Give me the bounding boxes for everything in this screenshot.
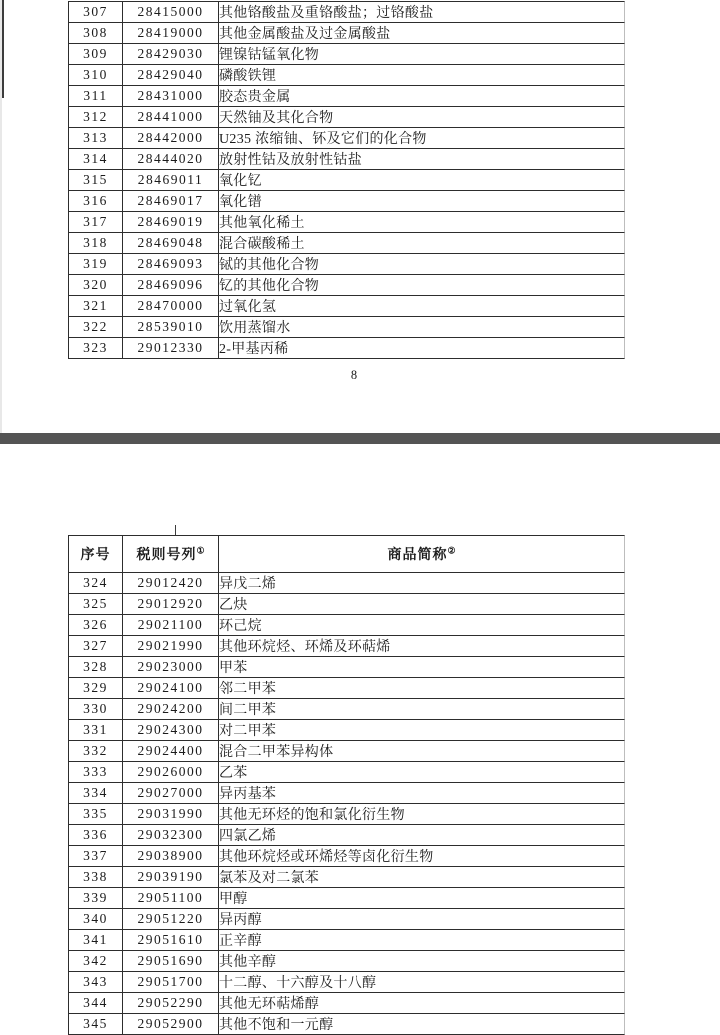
table-row bbox=[68, 993, 625, 1014]
tariff-code-cell: 28469011 bbox=[122, 170, 218, 191]
footnote-marker-1: ① bbox=[196, 545, 205, 556]
tariff-code-cell: 28442000 bbox=[122, 128, 218, 149]
serial-number-cell: 338 bbox=[68, 867, 122, 888]
tariff-code-cell: 29024300 bbox=[122, 720, 218, 741]
product-name-cell: 十二醇、十六醇及十八醇 bbox=[218, 972, 625, 993]
serial-number-cell: 344 bbox=[68, 993, 122, 1014]
table-row bbox=[68, 128, 625, 149]
table-row bbox=[68, 317, 625, 338]
table-row bbox=[68, 107, 625, 128]
tariff-code-cell: 29023000 bbox=[122, 657, 218, 678]
serial-number-cell: 314 bbox=[68, 149, 122, 170]
table-row bbox=[68, 275, 625, 296]
serial-number-cell: 322 bbox=[68, 317, 122, 338]
product-name-cell: 邻二甲苯 bbox=[218, 678, 625, 699]
tariff-code-cell: 28539010 bbox=[122, 317, 218, 338]
table-row bbox=[68, 254, 625, 275]
tariff-code-cell: 29051610 bbox=[122, 930, 218, 951]
header-column-tick bbox=[175, 525, 176, 535]
tariff-code-cell: 29012420 bbox=[122, 573, 218, 594]
header-product-name bbox=[218, 535, 625, 573]
product-name-cell: 环己烷 bbox=[218, 615, 625, 636]
tariff-code-cell: 29038900 bbox=[122, 846, 218, 867]
tariff-code-cell: 28469019 bbox=[122, 212, 218, 233]
tariff-code-cell: 28470000 bbox=[122, 296, 218, 317]
tariff-code-cell: 28469017 bbox=[122, 191, 218, 212]
tariff-code-cell: 29031990 bbox=[122, 804, 218, 825]
serial-number-cell: 336 bbox=[68, 825, 122, 846]
product-name-cell: 四氯乙烯 bbox=[218, 825, 625, 846]
tariff-code-cell: 29021990 bbox=[122, 636, 218, 657]
product-name-cell: 混合二甲苯异构体 bbox=[218, 741, 625, 762]
table-row bbox=[68, 951, 625, 972]
serial-number-cell: 310 bbox=[68, 65, 122, 86]
table-row bbox=[68, 191, 625, 212]
header-tariff-code bbox=[122, 535, 218, 573]
serial-number-cell: 309 bbox=[68, 44, 122, 65]
header-tariff-code-label: 税则号列 bbox=[136, 548, 197, 563]
product-name-cell: 其他辛醇 bbox=[218, 951, 625, 972]
tariff-code-cell: 29051220 bbox=[122, 909, 218, 930]
table-row bbox=[68, 170, 625, 191]
product-name-cell: 乙炔 bbox=[218, 594, 625, 615]
tariff-code-cell: 28419000 bbox=[122, 23, 218, 44]
table-row bbox=[68, 804, 625, 825]
table-row bbox=[68, 699, 625, 720]
table-row bbox=[68, 212, 625, 233]
product-name-cell: U235 浓缩铀、钚及它们的化合物 bbox=[218, 128, 625, 149]
serial-number-cell: 315 bbox=[68, 170, 122, 191]
table-row bbox=[68, 149, 625, 170]
product-name-cell: 磷酸铁锂 bbox=[218, 65, 625, 86]
table-row bbox=[68, 594, 625, 615]
tariff-code-cell: 29012330 bbox=[122, 338, 218, 359]
serial-number-cell: 330 bbox=[68, 699, 122, 720]
product-name-cell: 混合碳酸稀土 bbox=[218, 233, 625, 254]
tariff-code-cell: 28469096 bbox=[122, 275, 218, 296]
tariff-code-cell: 28469048 bbox=[122, 233, 218, 254]
serial-number-cell: 311 bbox=[68, 86, 122, 107]
tariff-code-cell: 29024200 bbox=[122, 699, 218, 720]
serial-number-cell: 316 bbox=[68, 191, 122, 212]
table-row bbox=[68, 909, 625, 930]
product-name-cell: 氧化钇 bbox=[218, 170, 625, 191]
serial-number-cell: 325 bbox=[68, 594, 122, 615]
table-row bbox=[68, 23, 625, 44]
product-name-cell: 胶态贵金属 bbox=[218, 86, 625, 107]
table-row bbox=[68, 338, 625, 359]
product-name-cell: 其他无环烃的饱和氯化衍生物 bbox=[218, 804, 625, 825]
document-page-9-top bbox=[0, 444, 720, 1033]
serial-number-cell: 339 bbox=[68, 888, 122, 909]
table-row bbox=[68, 846, 625, 867]
tariff-code-cell: 29051700 bbox=[122, 972, 218, 993]
table-row bbox=[68, 233, 625, 254]
tariff-code-cell: 28429040 bbox=[122, 65, 218, 86]
serial-number-cell: 308 bbox=[68, 23, 122, 44]
product-name-cell: 其他环烷烃或环烯烃等卤化衍生物 bbox=[218, 846, 625, 867]
page-number: 8 bbox=[350, 368, 358, 382]
product-name-cell: 其他铬酸盐及重铬酸盐；过铬酸盐 bbox=[218, 1, 625, 23]
page-break-separator bbox=[0, 433, 720, 444]
tariff-code-cell: 29039190 bbox=[122, 867, 218, 888]
product-name-cell: 甲苯 bbox=[218, 657, 625, 678]
tariff-code-cell: 29027000 bbox=[122, 783, 218, 804]
serial-number-cell: 324 bbox=[68, 573, 122, 594]
table-row bbox=[68, 867, 625, 888]
product-name-cell: 氧化镨 bbox=[218, 191, 625, 212]
table-header-row bbox=[68, 535, 625, 573]
serial-number-cell: 319 bbox=[68, 254, 122, 275]
serial-number-cell: 326 bbox=[68, 615, 122, 636]
product-name-cell: 过氧化氢 bbox=[218, 296, 625, 317]
header-product-name-label: 商品简称 bbox=[387, 548, 448, 563]
tariff-code-cell: 28444020 bbox=[122, 149, 218, 170]
serial-number-cell: 333 bbox=[68, 762, 122, 783]
footnote-marker-2: ② bbox=[447, 545, 456, 556]
product-name-cell: 间二甲苯 bbox=[218, 699, 625, 720]
serial-number-cell: 343 bbox=[68, 972, 122, 993]
table-row bbox=[68, 86, 625, 107]
table-row bbox=[68, 930, 625, 951]
table-row bbox=[68, 1, 625, 23]
tariff-code-cell: 28431000 bbox=[122, 86, 218, 107]
table-row bbox=[68, 783, 625, 804]
product-name-cell: 正辛醇 bbox=[218, 930, 625, 951]
table-row bbox=[68, 972, 625, 993]
tariff-table-page-8 bbox=[68, 1, 625, 359]
tariff-code-cell: 29051690 bbox=[122, 951, 218, 972]
tariff-code-cell: 29051100 bbox=[122, 888, 218, 909]
product-name-cell: 对二甲苯 bbox=[218, 720, 625, 741]
table-row bbox=[68, 678, 625, 699]
product-name-cell: 钇的其他化合物 bbox=[218, 275, 625, 296]
tariff-code-cell: 29026000 bbox=[122, 762, 218, 783]
table-row bbox=[68, 1014, 625, 1035]
tariff-code-cell: 28469093 bbox=[122, 254, 218, 275]
tariff-table-page-9 bbox=[68, 535, 625, 1035]
serial-number-cell: 329 bbox=[68, 678, 122, 699]
product-name-cell: 铽的其他化合物 bbox=[218, 254, 625, 275]
product-name-cell: 异戊二烯 bbox=[218, 573, 625, 594]
serial-number-cell: 340 bbox=[68, 909, 122, 930]
table-row bbox=[68, 296, 625, 317]
product-name-cell: 饮用蒸馏水 bbox=[218, 317, 625, 338]
serial-number-cell: 317 bbox=[68, 212, 122, 233]
serial-number-cell: 331 bbox=[68, 720, 122, 741]
table-row bbox=[68, 741, 625, 762]
product-name-cell: 甲醇 bbox=[218, 888, 625, 909]
table-row bbox=[68, 573, 625, 594]
product-name-cell: 其他氧化稀土 bbox=[218, 212, 625, 233]
table-row bbox=[68, 615, 625, 636]
tariff-code-cell: 29021100 bbox=[122, 615, 218, 636]
product-name-cell: 氯苯及对二氯苯 bbox=[218, 867, 625, 888]
header-serial-number: 序号 bbox=[68, 535, 122, 573]
serial-number-cell: 323 bbox=[68, 338, 122, 359]
tariff-code-cell: 28415000 bbox=[122, 1, 218, 23]
product-name-cell: 异丙醇 bbox=[218, 909, 625, 930]
product-name-cell: 其他不饱和一元醇 bbox=[218, 1014, 625, 1035]
tariff-code-cell: 29012920 bbox=[122, 594, 218, 615]
serial-number-cell: 342 bbox=[68, 951, 122, 972]
product-name-cell: 放射性钴及放射性钴盐 bbox=[218, 149, 625, 170]
tariff-code-cell: 29032300 bbox=[122, 825, 218, 846]
tariff-code-cell: 28429030 bbox=[122, 44, 218, 65]
table-row bbox=[68, 762, 625, 783]
product-name-cell: 其他金属酸盐及过金属酸盐 bbox=[218, 23, 625, 44]
serial-number-cell: 334 bbox=[68, 783, 122, 804]
serial-number-cell: 320 bbox=[68, 275, 122, 296]
tariff-code-cell: 29024100 bbox=[122, 678, 218, 699]
product-name-cell: 2-甲基丙稀 bbox=[218, 338, 625, 359]
product-name-cell: 天然铀及其化合物 bbox=[218, 107, 625, 128]
serial-number-cell: 313 bbox=[68, 128, 122, 149]
serial-number-cell: 318 bbox=[68, 233, 122, 254]
serial-number-cell: 328 bbox=[68, 657, 122, 678]
tariff-code-cell: 28441000 bbox=[122, 107, 218, 128]
serial-number-cell: 335 bbox=[68, 804, 122, 825]
table-row bbox=[68, 825, 625, 846]
page-left-edge-line bbox=[2, 0, 4, 98]
serial-number-cell: 341 bbox=[68, 930, 122, 951]
table-row bbox=[68, 720, 625, 741]
product-name-cell: 乙苯 bbox=[218, 762, 625, 783]
tariff-code-cell: 29052290 bbox=[122, 993, 218, 1014]
table-row bbox=[68, 636, 625, 657]
serial-number-cell: 332 bbox=[68, 741, 122, 762]
tariff-code-cell: 29052900 bbox=[122, 1014, 218, 1035]
serial-number-cell: 327 bbox=[68, 636, 122, 657]
serial-number-cell: 337 bbox=[68, 846, 122, 867]
serial-number-cell: 321 bbox=[68, 296, 122, 317]
product-name-cell: 其他无环萜烯醇 bbox=[218, 993, 625, 1014]
table-row bbox=[68, 657, 625, 678]
table-row bbox=[68, 65, 625, 86]
table-row bbox=[68, 888, 625, 909]
product-name-cell: 其他环烷烃、环烯及环萜烯 bbox=[218, 636, 625, 657]
serial-number-cell: 345 bbox=[68, 1014, 122, 1035]
serial-number-cell: 307 bbox=[68, 1, 122, 23]
serial-number-cell: 312 bbox=[68, 107, 122, 128]
tariff-code-cell: 29024400 bbox=[122, 741, 218, 762]
product-name-cell: 异丙基苯 bbox=[218, 783, 625, 804]
table-row bbox=[68, 44, 625, 65]
product-name-cell: 锂镍钴锰氧化物 bbox=[218, 44, 625, 65]
document-page-8-bottom bbox=[0, 0, 720, 433]
